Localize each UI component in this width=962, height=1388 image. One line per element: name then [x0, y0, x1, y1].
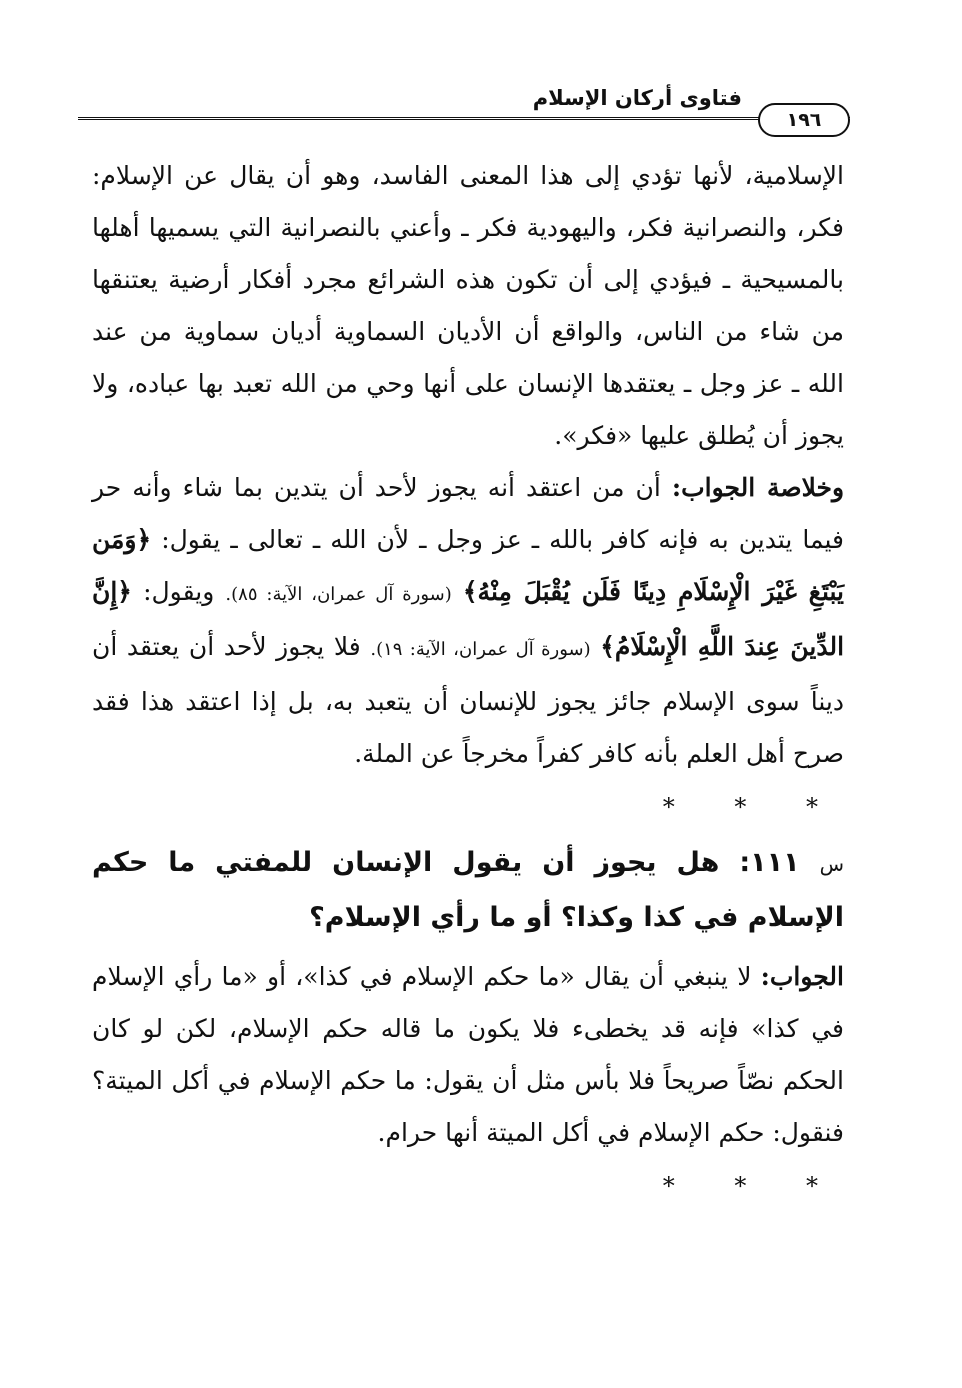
question-marker: س — [819, 852, 844, 876]
paragraph-answer — [92, 951, 844, 1159]
summary-label: وخلاصة الجواب: — [671, 473, 845, 502]
header-rule — [78, 117, 850, 120]
page-body — [92, 150, 844, 1215]
answer-label: الجواب: — [760, 962, 844, 991]
summary-text-a: أن من اعتقد أنه يجوز لأحد أن يتدين بما شاء وأنه حر فيما يتدين به فإنه كافر بالله ـ عز وجل ـ لأن الله ـ تعالى ـ يقول: — [92, 473, 844, 554]
question-number: ١١١: — [739, 847, 800, 878]
summary-text-b: ويقول: — [143, 577, 215, 606]
question-text: هل يجوز أن يقول الإنسان للمفتي ما حكم الإسلام في كذا وكذا؟ أو ما رأي الإسلام؟ — [92, 847, 844, 933]
question-heading — [92, 836, 844, 945]
verse-reference-2: (سورة آل عمران، الآية: ١٩). — [370, 639, 591, 660]
page-number: ١٩٦ — [758, 103, 850, 137]
paragraph-context: الإسلامية، لأنها تؤدي إلى هذا المعنى الفاسد، وهو أن يقال عن الإسلام: فكر، والنصرانية فكر، واليهودية فكر ـ وأعني بالنصرانية التي يسميها أهلها بالمسيحية ـ فيؤدي إلى أن تكون هذه الشرائع مجرد أفكار أرضية يعتنقها من شاء من الناس، والواقع أن الأديان السماوية أديان سماوية من عند الله ـ عز وجل ـ يعتقدها الإنسان على أنها وحي من الله تعبد بها عباده، ولا يجوز أن يُطلق عليها «فكر». — [92, 161, 844, 450]
section-divider-end: * * * — [662, 1172, 844, 1200]
quran-verse-1: ﴿وَمَن يَبْتَغِ غَيْرَ الْإِسْلَامِ دِينًا فَلَن يُقْبَلَ مِنْهُ﴾ — [92, 525, 845, 606]
paragraph-summary — [92, 462, 844, 780]
answer-text: لا ينبغي أن يقال «ما حكم الإسلام في كذا»، أو «ما رأي الإسلام في كذا» فإنه قد يخطىء فلا يكون ما قاله حكم الإسلام، لكن لو كان الحكم نصّاً صريحاً فلا بأس مثل أن يقول: ما حكم الإسلام في أكل الميتة؟ فنقول: حكم الإسلام في أكل الميتة أنها حرام. — [92, 962, 844, 1147]
section-divider: * * * — [662, 793, 844, 821]
book-title: فتاوى أركان الإسلام — [532, 86, 742, 110]
quran-verse-2: ﴿إِنَّ الدِّينَ عِندَ اللَّهِ الْإِسْلَامُ﴾ — [92, 577, 845, 661]
verse-reference-1: (سورة آل عمران، الآية: ٨٥). — [225, 584, 452, 605]
summary-text-c: فلا يجوز لأحد أن يعتقد أن ديناً سوى الإسلام جائز يجوز للإنسان أن يتعبد به، بل إذا اعتقد هذا فقد صرح أهل العلم بأنه كافر كفراً مخرجاً عن الملة. — [92, 632, 844, 768]
page-header — [78, 86, 850, 138]
